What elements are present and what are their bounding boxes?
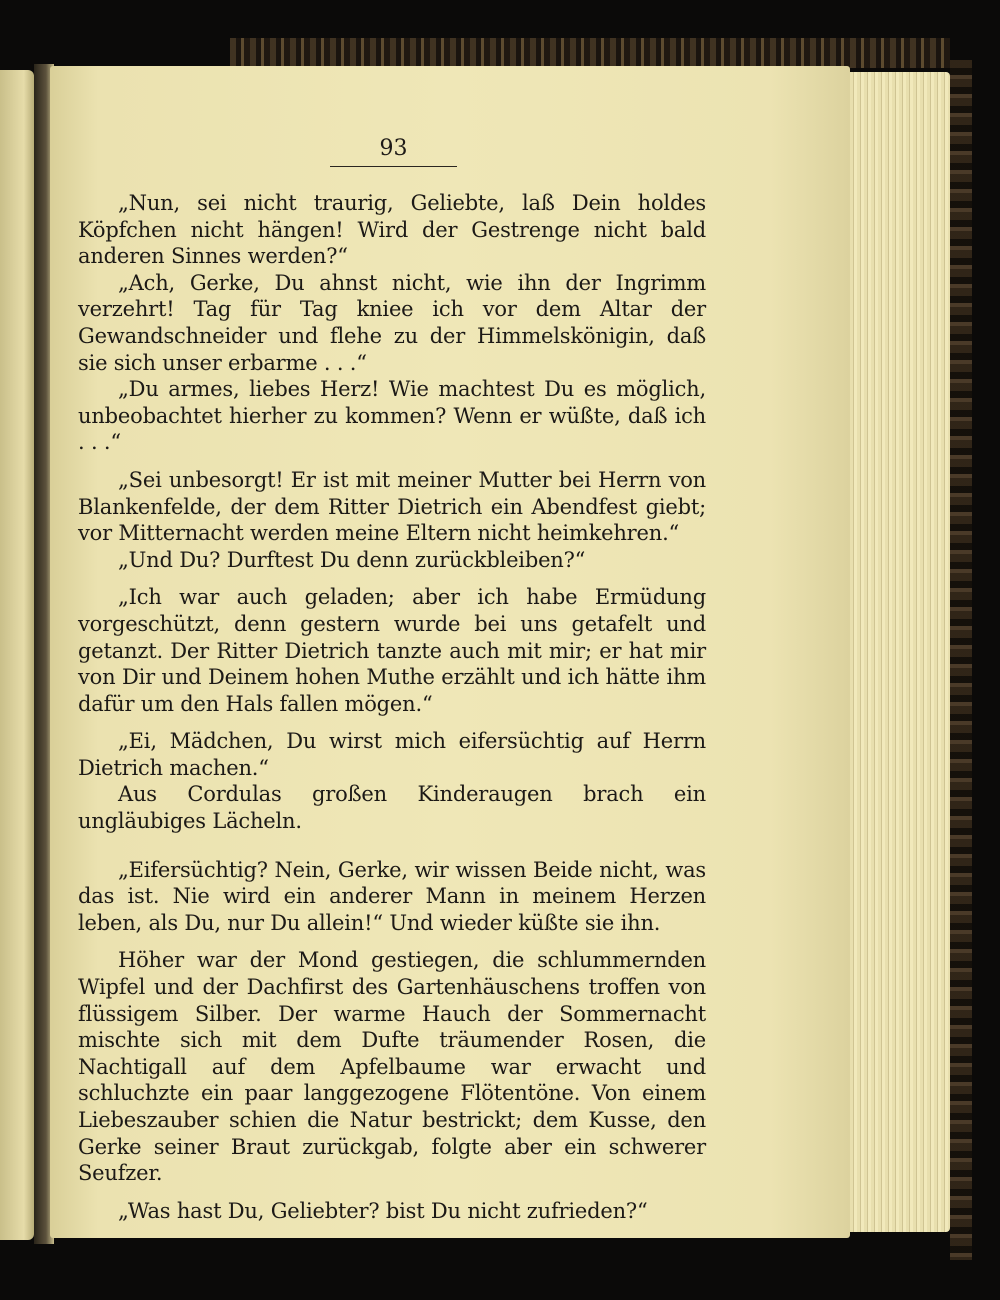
page-body-text <box>78 190 706 1224</box>
paragraph: „Ei, Mädchen, Du wirst mich eifersüchtig auf Herrn Dietrich machen.“ <box>78 729 706 780</box>
page-number-rule <box>330 166 457 167</box>
page-edges <box>850 72 950 1232</box>
paragraph: „Nun, sei nicht traurig, Geliebte, laß Dein holdes Köpfchen nicht hängen! Wird der Gestrenge nicht bald anderen Sinnes werden?“ <box>78 191 706 269</box>
left-facing-page <box>0 70 34 1240</box>
paragraph: „Du armes, liebes Herz! Wie machtest Du es möglich, unbeobachtet hierher zu kommen? Wenn er wüßte, daß ich . . .“ <box>78 377 706 455</box>
paragraph: Höher war der Mond gestiegen, die schlummernden Wipfel und der Dachfirst des Gartenhäuschens troffen von flüssigem Silber. Der warme Hauch der Sommernacht mischte sich mit dem Dufte träumender Rosen, die Nachtigall auf dem Apfelbaume war erwacht und schluchzte ein paar langgezogene Flötentöne. Von einem Liebeszauber schien die Natur bestrickt; dem Kusse, den Gerke seiner Braut zurückgab, folgte aber ein schwerer Seufzer. <box>78 948 706 1186</box>
paragraph: „Ich war auch geladen; aber ich habe Ermüdung vorgeschützt, denn gestern wurde bei uns getafelt und getanzt. Der Ritter Dietrich tanzte auch mit mir; er hat mir von Dir und Deinem hohen Muthe erzählt und ich hätte ihm dafür um den Hals fallen mögen.“ <box>78 585 706 716</box>
book-cover-right-edge <box>950 60 972 1260</box>
paragraph: „Und Du? Durftest Du denn zurückbleiben?“ <box>118 547 586 572</box>
paragraph: „Was hast Du, Geliebter? bist Du nicht zufrieden?“ <box>118 1198 648 1223</box>
page-number: 93 <box>379 136 408 161</box>
book-cover-top-edge <box>230 38 950 68</box>
paragraph: „Eifersüchtig? Nein, Gerke, wir wissen Beide nicht, was das ist. Nie wird ein anderer Mann in meinem Herzen leben, als Du, nur Du allein!“ Und wieder küßte sie ihn. <box>78 857 706 935</box>
paragraph: Aus Cordulas großen Kinderaugen brach ein ungläubiges Lächeln. <box>78 782 706 834</box>
paragraph: „Ach, Gerke, Du ahnst nicht, wie ihn der Ingrimm verzehrt! Tag für Tag kniee ich vor dem Altar der Gewandschneider und flehe zu der Himmelskönigin, daß sie sich unser erbarme . . .“ <box>78 270 706 375</box>
paragraph: „Sei unbesorgt! Er ist mit meiner Mutter bei Herrn von Blankenfelde, der dem Ritter Dietrich ein Abendfest giebt; vor Mitternacht werden meine Eltern nicht heimkehren.“ <box>78 467 706 546</box>
